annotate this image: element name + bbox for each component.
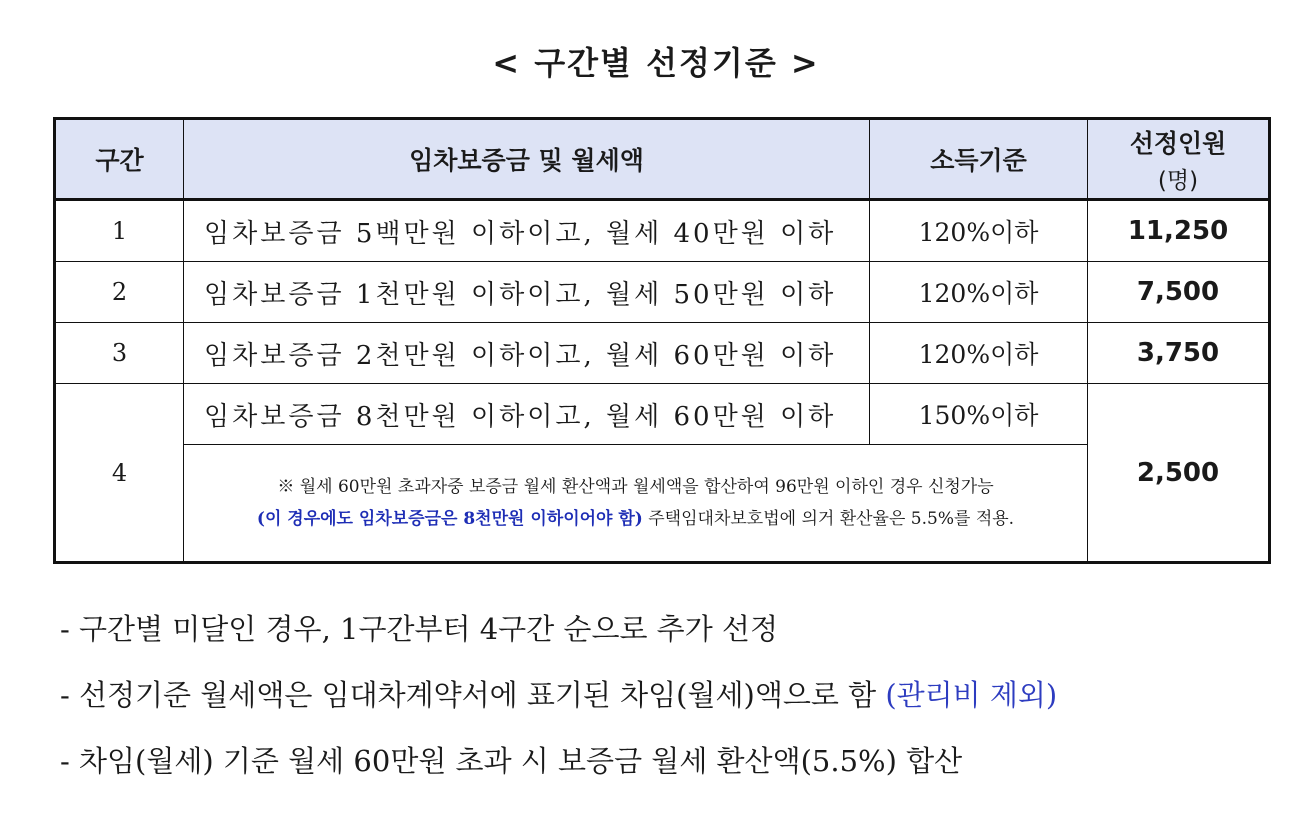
row-count: 11,250: [1088, 200, 1270, 262]
note-bullet: [60, 728, 1280, 794]
note-line-2: [184, 503, 1087, 535]
header-income: 소득기준: [870, 119, 1088, 200]
table-note-row: [55, 445, 1270, 563]
page-title: < 구간별 선정기준 >: [492, 44, 820, 82]
table-row: [55, 384, 1270, 445]
row-condition: 임차보증금 1천만원 이하이고, 월세 50만원 이하: [184, 262, 870, 323]
note-cell: [184, 445, 1088, 563]
note-line-2-rest: 주택임대차보호법에 의거 환산율은 5.5%를 적용.: [642, 509, 1015, 529]
row-count: 3,750: [1088, 323, 1270, 384]
note-bullet-suffix: (관리비 제외): [885, 678, 1058, 712]
note-line-1: ※ 월세 60만원 초과자중 보증금 월세 환산액과 월세액을 합산하여 96만원 이하인 경우 신청가능: [277, 477, 994, 497]
note-bullet-text: - 선정기준 월세액은 임대차계약서에 표기된 차임(월세)액으로 함: [60, 678, 886, 712]
note-bullet: [60, 662, 1280, 728]
notes-list: [60, 596, 1280, 794]
note-bullet-text: - 차임(월세) 기준 월세 60만원 초과 시 보증금 월세 환산액(5.5%) 합산: [60, 744, 963, 778]
row-section: 4: [55, 384, 184, 563]
note-bullet: [60, 596, 1280, 662]
header-condition: 임차보증금 및 월세액: [184, 119, 870, 200]
row-income: 150%이하: [870, 384, 1088, 445]
row-condition: 임차보증금 8천만원 이하이고, 월세 60만원 이하: [184, 384, 870, 445]
criteria-table: [53, 117, 1271, 564]
table-row: [55, 323, 1270, 384]
header-count-label: 선정인원: [1129, 128, 1227, 158]
row-section: 3: [55, 323, 184, 384]
header-count-unit: (명): [1157, 167, 1199, 194]
row-count: 2,500: [1088, 384, 1270, 563]
header-count: [1088, 119, 1270, 200]
row-condition: 임차보증금 2천만원 이하이고, 월세 60만원 이하: [184, 323, 870, 384]
row-income: 120%이하: [870, 262, 1088, 323]
table-row: [55, 262, 1270, 323]
note-bullet-text: - 구간별 미달인 경우, 1구간부터 4구간 순으로 추가 선정: [60, 612, 778, 646]
row-section: 1: [55, 200, 184, 262]
table-header-row: [55, 119, 1270, 200]
row-count: 7,500: [1088, 262, 1270, 323]
note-emphasis: (이 경우에도 임차보증금은 8천만원 이하이어야 함): [256, 509, 643, 529]
header-section: 구간: [55, 119, 184, 200]
row-section: 2: [55, 262, 184, 323]
row-condition: 임차보증금 5백만원 이하이고, 월세 40만원 이하: [184, 200, 870, 262]
row-income: 120%이하: [870, 200, 1088, 262]
table-row: [55, 200, 1270, 262]
row-income: 120%이하: [870, 323, 1088, 384]
